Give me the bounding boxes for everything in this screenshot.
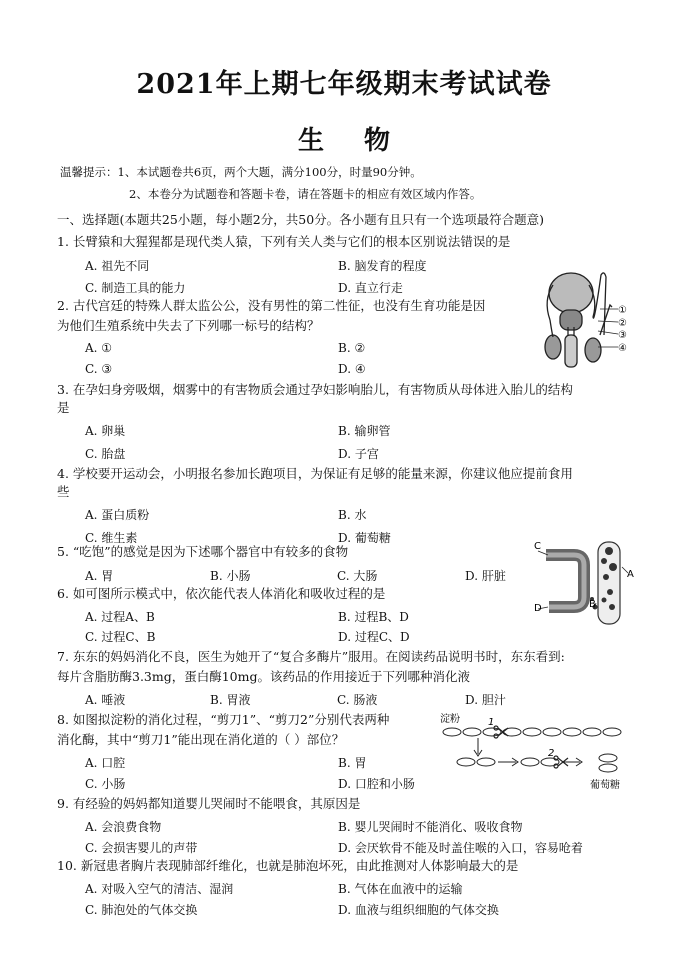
fig-label-b: B bbox=[589, 599, 596, 610]
q10-option-d: D. 血液与组织细胞的气体交换 bbox=[338, 903, 499, 917]
question-7-line-1: 7. 东东的妈妈消化不良，医生为她开了“复合多酶片”服用。在阅读药品说明书时，东东看到: bbox=[57, 649, 565, 664]
q3-option-d: D. 子宫 bbox=[338, 447, 379, 461]
q6-option-c: C. 过程C、B bbox=[85, 630, 156, 644]
tip-line-1: 温馨提示：1、本试题卷共6页，两个大题，满分100分，时量90分钟。 bbox=[60, 165, 422, 179]
q7-option-b: B. 胃液 bbox=[210, 693, 251, 707]
question-5: 5. “吃饱”的感觉是因为下述哪个器官中有较多的食物 bbox=[57, 544, 349, 559]
pointer-line-2 bbox=[598, 321, 618, 322]
tip-line-2: 2、本卷分为试题卷和答题卡卷，请在答题卡的相应有效区域内作答。 bbox=[129, 187, 482, 201]
q5-option-c: C. 大肠 bbox=[337, 569, 378, 583]
starch-label: 淀粉 bbox=[440, 714, 460, 725]
q10-option-c: C. 肺泡处的气体交换 bbox=[85, 903, 198, 917]
fig-label-c: C bbox=[534, 541, 541, 552]
q5-option-a: A. 胃 bbox=[85, 569, 114, 583]
digestion-absorption-figure bbox=[534, 537, 639, 632]
q5-option-d: D. 肝脏 bbox=[465, 569, 506, 583]
q6-option-a: A. 过程A、B bbox=[85, 610, 155, 624]
q1-option-b: B. 脑发育的程度 bbox=[338, 259, 427, 273]
q1-option-c: C. 制造工具的能力 bbox=[85, 281, 186, 295]
q8-option-b: B. 胃 bbox=[338, 756, 367, 770]
q1-option-d: D. 直立行走 bbox=[338, 281, 403, 295]
question-6: 6. 如可图所示模式中，依次能代表人体消化和吸收过程的是 bbox=[57, 586, 386, 601]
q8-option-d: D. 口腔和小肠 bbox=[338, 777, 415, 791]
q9-option-a: A. 会浪费食物 bbox=[85, 820, 162, 834]
q10-option-b: B. 气体在血液中的运输 bbox=[338, 882, 463, 896]
q7-option-a: A. 唾液 bbox=[85, 693, 126, 707]
scissors-1-label: 1 bbox=[488, 717, 495, 728]
question-9: 9. 有经验的妈妈都知道婴儿哭闹时不能喂食，其原因是 bbox=[57, 796, 361, 811]
exam-title: 2021年上期七年级期末考试试卷 bbox=[136, 69, 552, 100]
fig-label-2: ② bbox=[618, 318, 627, 329]
q2-option-c: C. ③ bbox=[85, 362, 113, 376]
q4-option-d: D. 葡萄糖 bbox=[338, 531, 391, 545]
subject-title: 生物 bbox=[297, 126, 430, 156]
question-4-line-1: 4. 学校要开运动会，小明报名参加长跑项目，为保证有足够的能量来源，你建议他应提前食用 bbox=[57, 466, 573, 481]
q3-option-a: A. 卵巢 bbox=[85, 424, 126, 438]
question-8-line-1: 8. 如图拟淀粉的消化过程，“剪刀1”、“剪刀2”分别代表两种 bbox=[57, 712, 390, 727]
q3-option-c: C. 胎盘 bbox=[85, 447, 126, 461]
question-4-line-2: 些 bbox=[57, 484, 70, 499]
question-7-line-2: 每片含脂肪酶3.3mg，蛋白酶10mg。该药品的作用接近于下列哪种消化液 bbox=[57, 669, 470, 684]
question-10: 10. 新冠患者胸片表现肺部纤维化，也就是肺泡坏死，由此推测对人体影响最大的是 bbox=[57, 858, 519, 873]
starch-digestion-figure bbox=[438, 710, 638, 795]
q4-option-c: C. 维生素 bbox=[85, 531, 138, 545]
question-2-line-2: 为他们生殖系统中失去了下列哪一标号的结构？ bbox=[57, 318, 320, 333]
q9-option-d: D. 会厌软骨不能及时盖住喉的入口，容易呛着 bbox=[338, 841, 583, 855]
q8-option-a: A. 口腔 bbox=[85, 756, 126, 770]
q2-option-a: A. ① bbox=[85, 341, 113, 355]
q2-option-d: D. ④ bbox=[338, 362, 366, 376]
q4-option-b: B. 水 bbox=[338, 508, 367, 522]
fig-label-a: A bbox=[627, 569, 634, 580]
q6-option-b: B. 过程B、D bbox=[338, 610, 409, 624]
question-8-line-2: 消化酶，其中“剪刀1”能出现在消化道的（ ）部位？ bbox=[57, 732, 345, 747]
q7-option-d: D. 胆汁 bbox=[465, 693, 506, 707]
question-2-line-1: 2. 古代宫廷的特殊人群太监公公，没有男性的第二性征，也没有生育功能是因 bbox=[57, 298, 486, 313]
question-3-line-1: 3. 在孕妇身旁吸烟，烟雾中的有害物质会通过孕妇影响胎儿，有害物质从母体进入胎儿的结构 bbox=[57, 382, 573, 397]
male-reproductive-system-figure bbox=[538, 265, 633, 375]
fig-label-d: D bbox=[534, 603, 542, 614]
fig-label-1: ① bbox=[618, 305, 627, 316]
q6-option-d: D. 过程C、D bbox=[338, 630, 410, 644]
q2-option-b: B. ② bbox=[338, 341, 366, 355]
q3-option-b: B. 输卵管 bbox=[338, 424, 391, 438]
q5-option-b: B. 小肠 bbox=[210, 569, 251, 583]
question-1: 1. 长臂猿和大猩猩都是现代类人猿，下列有关人类与它们的根本区别说法错误的是 bbox=[57, 234, 511, 249]
section-heading: 一、选择题(本题共25小题，每小题2分，共50分。各小题有且只有一个选项最符合题意) bbox=[57, 212, 545, 227]
q9-option-c: C. 会损害婴儿的声带 bbox=[85, 841, 198, 855]
fig-label-4: ④ bbox=[618, 343, 627, 354]
fig-label-3: ③ bbox=[618, 330, 627, 341]
scissors-2-label: 2 bbox=[548, 748, 555, 759]
q9-option-b: B. 婴儿哭闹时不能消化、吸收食物 bbox=[338, 820, 523, 834]
question-3-line-2: 是 bbox=[57, 400, 70, 415]
glucose-label: 葡萄糖 bbox=[590, 780, 620, 791]
q7-option-c: C. 肠液 bbox=[337, 693, 378, 707]
q1-option-a: A. 祖先不同 bbox=[85, 259, 150, 273]
q4-option-a: A. 蛋白质粉 bbox=[85, 508, 150, 522]
q8-option-c: C. 小肠 bbox=[85, 777, 126, 791]
q10-option-a: A. 对吸入空气的清洁、湿润 bbox=[85, 882, 234, 896]
